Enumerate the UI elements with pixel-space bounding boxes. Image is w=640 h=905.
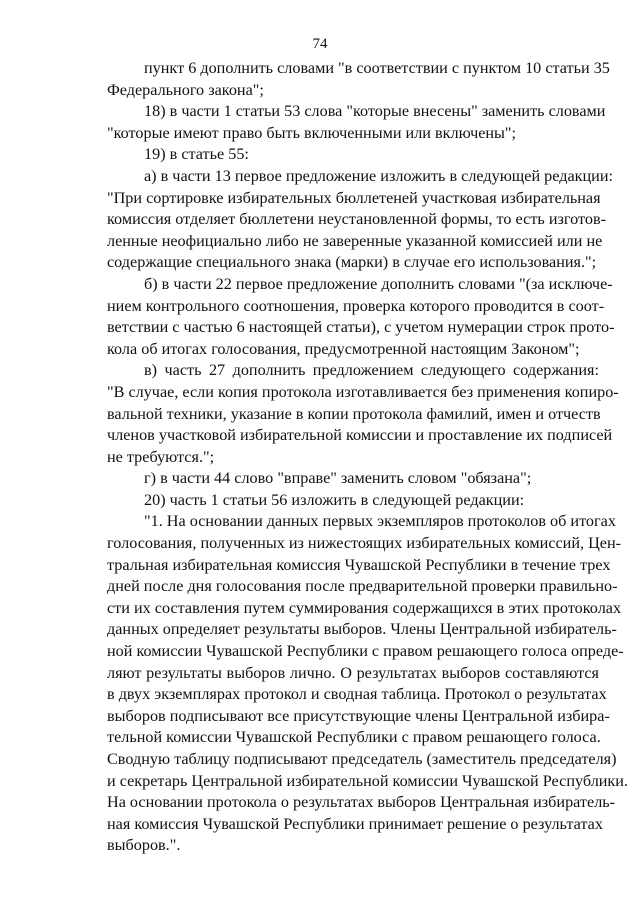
page-number: 74: [312, 36, 328, 52]
text-line: пункт 6 дополнить словами "в соответствии с пунктом 10 статьи 35: [144, 59, 610, 77]
text-line: а) в части 13 первое предложение изложить в следующей редакции:: [144, 166, 614, 185]
text-line: На основании протокола о результатах выборов Центральная избиратель-: [107, 793, 616, 812]
text-line: ной комиссии Чувашской Республики с правом решающего голоса опреде-: [107, 642, 624, 661]
text-line: Сводную таблицу подписывают председатель (заместитель председателя): [107, 750, 617, 768]
text-line: членов участковой избирательной комиссии и проставление их подписей: [107, 426, 613, 445]
text-line: 20) часть 1 статьи 56 изложить в следующей редакции:: [144, 490, 525, 509]
text-line: и секретарь Центральной избирательной комиссии Чувашской Республики.: [107, 771, 629, 790]
text-line: выборов.".: [107, 836, 181, 855]
text-line: ляют результаты выборов лично. О результатах выборов составляются: [107, 663, 599, 682]
text-line: тельной комиссии Чувашской Республики с правом решающего голоса.: [107, 728, 601, 747]
text-line: вальной техники, указание в копии протокола фамилий, имен и отчеств: [107, 404, 601, 423]
text-line: дней после дня голосования после предварительной проверки правильно-: [107, 577, 618, 596]
text-line: ветствии с частью 6 настоящей статьи), с учетом нумерации строк прото-: [107, 318, 615, 337]
text-line: не требуются.";: [107, 447, 215, 466]
text-line: сти их составления путем суммирования содержащихся в этих протоколах: [107, 598, 622, 617]
text-line: "которые имеют право быть включенными или включены";: [107, 123, 517, 142]
text-line: ленные неофициально либо не заверенные указанной комиссией или не: [107, 231, 603, 250]
text-line: выборов подписывают все присутствующие члены Центральной избира-: [107, 706, 610, 725]
text-line: данных определяет результаты выборов. Члены Центральной избиратель-: [107, 620, 617, 639]
text-line: "1. На основании данных первых экземпляров протоколов об итогах: [144, 512, 616, 531]
text-line: тральная избирательная комиссия Чувашской Республики в течение трех: [107, 555, 611, 574]
text-line: в двух экземплярах протокол и сводная таблица. Протокол о результатах: [107, 685, 607, 704]
text-line: в) часть 27 дополнить предложением следующего содержания:: [144, 361, 599, 380]
text-line: г) в части 44 слово "вправе" заменить словом "обязана";: [144, 469, 532, 488]
text-line: б) в части 22 первое предложение дополнить словами "(за исключе-: [144, 274, 613, 293]
text-line: нием контрольного соотношения, проверка которого проводится в соот-: [107, 296, 605, 315]
text-line: 19) в статье 55:: [144, 145, 249, 164]
text-line: комиссия отделяет бюллетени неустановленной формы, то есть изготов-: [107, 210, 606, 229]
text-line: "При сортировке избирательных бюллетеней участковая избирательная: [107, 188, 601, 207]
text-line: содержащие специального знака (марки) в случае его использования.";: [107, 253, 597, 272]
text-line: 18) в части 1 статьи 53 слова "которые внесены" заменить словами: [144, 102, 606, 121]
document-body: [107, 58, 629, 857]
text-line: "В случае, если копия протокола изготавливается без применения копиро-: [107, 382, 619, 401]
text-line: Федерального закона";: [107, 80, 264, 99]
text-line: ная комиссия Чувашской Республики принимает решение о результатах: [107, 814, 603, 833]
text-line: голосования, полученных из нижестоящих избирательных комиссий, Цен-: [107, 534, 622, 553]
text-line: кола об итогах голосования, предусмотренной настоящим Законом";: [107, 339, 580, 358]
